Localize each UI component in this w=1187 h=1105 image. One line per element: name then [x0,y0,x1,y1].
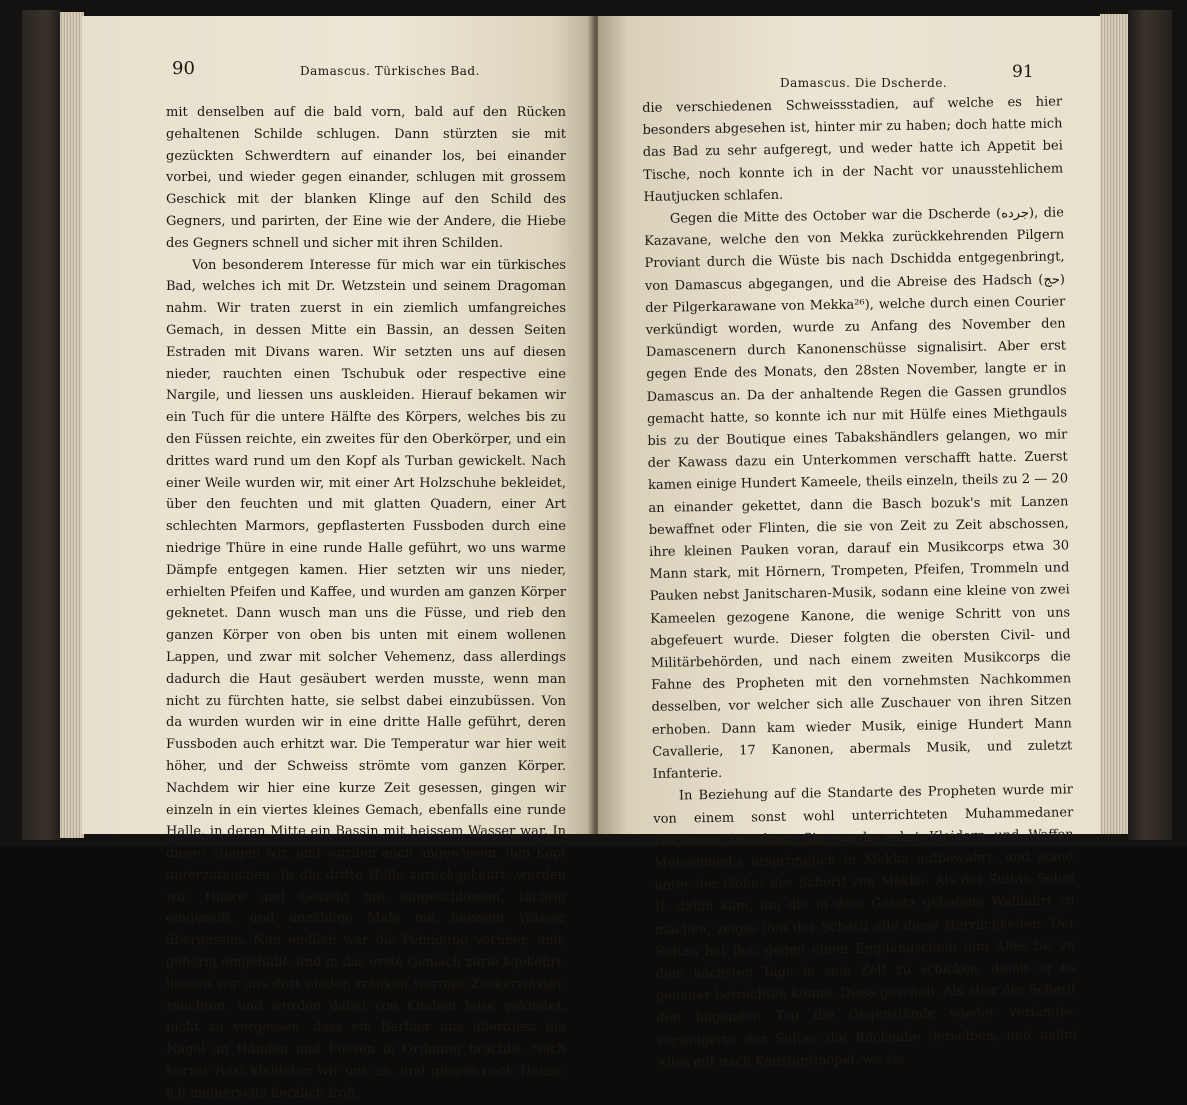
page-edges-right [1100,14,1128,834]
text-column [642,91,1077,1074]
paragraph: die verschiedenen Schweissstadien, auf welche es hier besonders abgesehen ist, hinter mir zu haben; doch hatte mich das Bad zu sehr aufgeregt, und weder hatte ich Appetit bei Tische, noch konnte ich in der Nacht vor unausstehlichem Hautjucken schlafen. [642,94,1064,205]
book-cover-right [1128,10,1172,840]
page-edges-left [60,12,84,838]
paragraph: Von besonderem Interesse für mich war ein türkisches Bad, welches ich mit Dr. Wetzstein und seinem Dragoman nahm. Wir traten zuerst in ein ziemlich umfangreiches Gemach, in dessen Mitte ein Bassin, an dessen Seiten Estraden mit Divans waren. Wir setzten uns auf diesen nieder, rauchten einen Tschubuk oder respective eine Nargile, und liessen uns auskleiden. Hierauf bekamen wir ein Tuch für die untere Hälfte des Körpers, welches bis zu den Füssen reichte, ein zweites für den Oberkörper, und ein drittes ward rund um den Kopf als Turban gewickelt. Nach einer Weile wurden wir, mit einer Art Holzschuhe bekleidet, über den feuchten und mit glatten Quadern, einer Art schlechten Marmors, gepflasterten Fussboden durch eine niedrige Thüre in eine runde Halle geführt, wo uns warme Dämpfe entgegen kamen. Hier setzten wir uns nieder, erhielten Pfeifen und Kaffee, und wurden am ganzen Körper geknetet. Dann wusch man uns die Füsse, und rieb den ganzen Körper von oben bis unten mit einem wollenen Lappen, und zwar mit solcher Vehemenz, dass allerdings dadurch die Haut gesäubert werden musste, wenn man nicht zu fürchten hatte, sie selbst dabei einzubüssen. Von da wurden wurden wir in eine dritte Halle geführt, deren Fussboden auch erhitzt war. Die Temperatur war hier weit höher, und der Schweiss strömte vom ganzen Körper. Nachdem wir hier eine kurze Zeit gesessen, gingen wir einzeln in ein viertes kleines Gemach, ebenfalls eine runde Halle, in deren Mitte ein Bassin mit heissem Wasser war. In dieses stiegen wir, und wurden auch angewiesen, den Kopf unterzutauchen. In die dritte Halle zurückgekehrt, wurden wir, Haare und Gesicht mit eingeschlossen, tüchtig eingeseift, und unzählige Male mit heissem Wasser übergossen. Nun endlich war die Peinigung vorüber, und, gehörig eingehüllt, und in das erste Gemach zurückgekehrt, liessen wir uns dort nieder, tranken warmes Zuckerwasser, rauchten, und wurden dabei von Knaben leise geknetet, nicht zu vergessen, dass ein Barbier uns überdiess die Nägel an Händen und Füssen in Ordnung brachte. Nach kurzer Rast kleideten wir uns an, und gingen nach Hause, ich meinerseits herzlich froh, [166,257,566,1101]
paragraph: mit denselben auf die bald vorn, bald auf den Rücken gehaltenen Schilde schlugen. Dann stürzten sie mit gezückten Schwerdtern auf einander los, bei einander vorbei, und wieder gegen einander, schlugen mit grossem Geschick mit der blanken Klinge auf den Schild des Gegners, und parirten, der Eine wie der Andere, die Hiebe des Gegners schnell und sicher mit ihren Schilden. [166,105,566,251]
page-number: 90 [172,58,195,79]
paragraph: In Beziehung auf die Standarte des Propheten wurde mir von einem sonst wohl unterrichteten Muhammedaner Folgendes berichtet: Sie wurde nebst Kleidern und Waffen Muhammed's ursprünglich in Mekka aufbewahrt, und stand unter der Obhut des Scherif von Mekka. Als der Sultan Selim II. dahin kam, um die in dem Gesetz gebotene Wallfahrt zu machen, zeigte ihm der Scherif alle diese Herrlichkeiten. Der Sultan bat ihn, gegen einen Empfangschein ihm Alles bis zu dem nächsten Tage in sein Zelt zu schicken, damit er es genauer betrachten könne. Diess geschah. Als aber der Scherif den folgenden Tag die Gegenstände wieder verlangte, verweigerte der Sultan die Rückgabe derselben, und nahm Alles mit nach Konstantinopel, wo sie [653,782,1077,1071]
paragraph: Gegen die Mitte des October war die Dscherde (جرده), die Kazavane, welche den von Mekka zurückkehrenden Pilgern Proviant durch die Wüste bis nach Dschidda entgegenbringt, von Damascus abgegangen, und die Abreise des Hadsch (حج) der Pilgerkarawane von Mekka²⁶), welche durch einen Courier verkündigt worden, wurde zu Anfang des November den Damascenern durch Kanonenschüsse signalisirt. Aber erst gegen Ende des Monats, den 28sten November, langte er in Damascus an. Da der anhaltende Regen die Gassen grundlos gemacht hatte, so konnte ich nur mit Hülfe eines Miethgauls bis zu der Boutique eines Tabakshändlers gelangen, wo mir der Kawass dazu ein Unterkommen verschafft hatte. Zuerst kamen einige Hundert Kameele, theils einzeln, theils zu 2 — 20 an einander gekettet, dann die Basch bozuk's mit Lanzen bewaffnet oder Flinten, die sie von Zeit zu Zeit abschossen, ihre kleinen Pauken voran, darauf ein Musikcorps etwa 30 Mann stark, mit Hörnern, Trompeten, Pfeifen, Trommeln und Pauken nebst Janitscharen-Musik, sodann eine kleine von zwei Kameelen gezogene Kanone, die wenige Schritt von uns abgefeuert wurde. Dieser folgten die obersten Civil- und Militärbehörden, und nach einem zweiten Musikcorps die Fahne des Propheten mit den vornehmsten Nachkommen desselben, vor welcher sich alle Zuschauer von ihren Sitzen erhoben. Dann kam wieder Musik, einige Hundert Mann Cavallerie, 17 Kanonen, abermals Musik, und zuletzt Infanterie. [644,205,1073,783]
left-page [82,16,594,1101]
page-number: 91 [1012,62,1034,82]
book-cover-left [22,10,62,840]
right-page [598,16,1102,1071]
running-head: Damascus. Die Dscherde. [780,76,948,90]
running-head: Damascus. Türkisches Bad. [300,64,480,78]
text-column [166,102,566,1105]
